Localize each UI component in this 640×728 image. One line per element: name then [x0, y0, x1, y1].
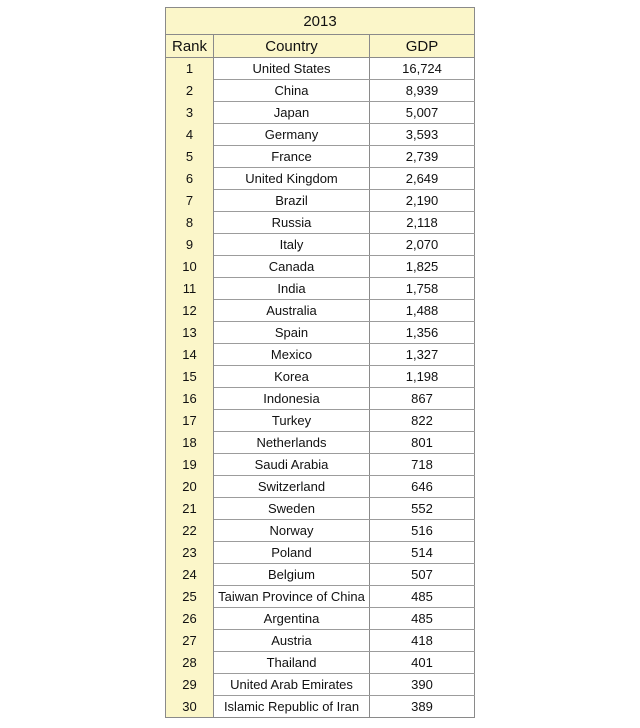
gdp-cell: 485: [370, 608, 475, 630]
table-row: [166, 146, 475, 168]
table-row: [166, 322, 475, 344]
table-row: [166, 300, 475, 322]
gdp-cell: 8,939: [370, 80, 475, 102]
country-cell: Belgium: [214, 564, 370, 586]
table-row: [166, 542, 475, 564]
country-cell: Turkey: [214, 410, 370, 432]
country-cell: France: [214, 146, 370, 168]
table-row: [166, 80, 475, 102]
column-header-row: [166, 35, 475, 58]
country-cell: Islamic Republic of Iran: [214, 696, 370, 718]
rank-cell: 21: [166, 498, 214, 520]
table-row: [166, 410, 475, 432]
gdp-cell: 867: [370, 388, 475, 410]
rank-cell: 5: [166, 146, 214, 168]
rank-cell: 15: [166, 366, 214, 388]
country-cell: Germany: [214, 124, 370, 146]
gdp-cell: 418: [370, 630, 475, 652]
gdp-cell: 646: [370, 476, 475, 498]
gdp-cell: 2,118: [370, 212, 475, 234]
rank-cell: 16: [166, 388, 214, 410]
table-row: [166, 256, 475, 278]
country-cell: Poland: [214, 542, 370, 564]
rank-cell: 18: [166, 432, 214, 454]
table-row: [166, 344, 475, 366]
table-row: [166, 102, 475, 124]
table-row: [166, 696, 475, 718]
table-row: [166, 124, 475, 146]
country-cell: Spain: [214, 322, 370, 344]
table-row: [166, 58, 475, 80]
rank-cell: 20: [166, 476, 214, 498]
rank-cell: 23: [166, 542, 214, 564]
table-row: [166, 674, 475, 696]
country-cell: Saudi Arabia: [214, 454, 370, 476]
country-cell: Mexico: [214, 344, 370, 366]
rank-cell: 14: [166, 344, 214, 366]
table-row: [166, 652, 475, 674]
table-row: [166, 564, 475, 586]
year-header-row: [166, 8, 475, 35]
gdp-cell: 16,724: [370, 58, 475, 80]
rank-cell: 1: [166, 58, 214, 80]
country-cell: Indonesia: [214, 388, 370, 410]
country-cell: India: [214, 278, 370, 300]
gdp-cell: 1,327: [370, 344, 475, 366]
gdp-cell: 3,593: [370, 124, 475, 146]
table-row: [166, 190, 475, 212]
gdp-cell: 401: [370, 652, 475, 674]
country-cell: Russia: [214, 212, 370, 234]
table-body: [166, 8, 475, 718]
country-cell: Switzerland: [214, 476, 370, 498]
country-cell: Thailand: [214, 652, 370, 674]
rank-cell: 8: [166, 212, 214, 234]
rank-column-header: Rank: [166, 35, 214, 58]
gdp-cell: 1,825: [370, 256, 475, 278]
gdp-cell: 5,007: [370, 102, 475, 124]
gdp-cell: 2,070: [370, 234, 475, 256]
table-row: [166, 476, 475, 498]
table-row: [166, 630, 475, 652]
country-cell: China: [214, 80, 370, 102]
table-row: [166, 608, 475, 630]
rank-cell: 2: [166, 80, 214, 102]
country-cell: Norway: [214, 520, 370, 542]
gdp-cell: 1,356: [370, 322, 475, 344]
gdp-cell: 516: [370, 520, 475, 542]
rank-cell: 6: [166, 168, 214, 190]
rank-cell: 7: [166, 190, 214, 212]
country-cell: Netherlands: [214, 432, 370, 454]
country-cell: United States: [214, 58, 370, 80]
country-cell: United Kingdom: [214, 168, 370, 190]
table-row: [166, 498, 475, 520]
rank-cell: 3: [166, 102, 214, 124]
rank-cell: 30: [166, 696, 214, 718]
rank-cell: 4: [166, 124, 214, 146]
table-row: [166, 366, 475, 388]
gdp-cell: 801: [370, 432, 475, 454]
gdp-cell: 552: [370, 498, 475, 520]
gdp-cell: 718: [370, 454, 475, 476]
gdp-cell: 507: [370, 564, 475, 586]
year-header: 2013: [166, 8, 475, 35]
rank-cell: 27: [166, 630, 214, 652]
rank-cell: 24: [166, 564, 214, 586]
country-cell: Canada: [214, 256, 370, 278]
country-cell: United Arab Emirates: [214, 674, 370, 696]
gdp-cell: 822: [370, 410, 475, 432]
table-row: [166, 454, 475, 476]
gdp-cell: 2,649: [370, 168, 475, 190]
rank-cell: 25: [166, 586, 214, 608]
table-row: [166, 432, 475, 454]
table-row: [166, 278, 475, 300]
gdp-cell: 2,739: [370, 146, 475, 168]
table-row: [166, 212, 475, 234]
country-cell: Korea: [214, 366, 370, 388]
table-row: [166, 234, 475, 256]
rank-cell: 11: [166, 278, 214, 300]
country-cell: Australia: [214, 300, 370, 322]
gdp-cell: 514: [370, 542, 475, 564]
country-cell: Taiwan Province of China: [214, 586, 370, 608]
country-cell: Italy: [214, 234, 370, 256]
country-cell: Austria: [214, 630, 370, 652]
gdp-column-header: GDP: [370, 35, 475, 58]
table-row: [166, 388, 475, 410]
gdp-cell: 1,198: [370, 366, 475, 388]
country-cell: Brazil: [214, 190, 370, 212]
country-column-header: Country: [214, 35, 370, 58]
gdp-cell: 389: [370, 696, 475, 718]
rank-cell: 13: [166, 322, 214, 344]
rank-cell: 12: [166, 300, 214, 322]
country-cell: Japan: [214, 102, 370, 124]
rank-cell: 9: [166, 234, 214, 256]
country-cell: Argentina: [214, 608, 370, 630]
gdp-cell: 1,758: [370, 278, 475, 300]
gdp-cell: 2,190: [370, 190, 475, 212]
rank-cell: 10: [166, 256, 214, 278]
gdp-cell: 1,488: [370, 300, 475, 322]
gdp-ranking-table: [165, 7, 475, 718]
rank-cell: 17: [166, 410, 214, 432]
rank-cell: 26: [166, 608, 214, 630]
rank-cell: 29: [166, 674, 214, 696]
table-row: [166, 586, 475, 608]
table-row: [166, 520, 475, 542]
rank-cell: 28: [166, 652, 214, 674]
gdp-cell: 485: [370, 586, 475, 608]
rank-cell: 22: [166, 520, 214, 542]
gdp-cell: 390: [370, 674, 475, 696]
table-row: [166, 168, 475, 190]
country-cell: Sweden: [214, 498, 370, 520]
rank-cell: 19: [166, 454, 214, 476]
